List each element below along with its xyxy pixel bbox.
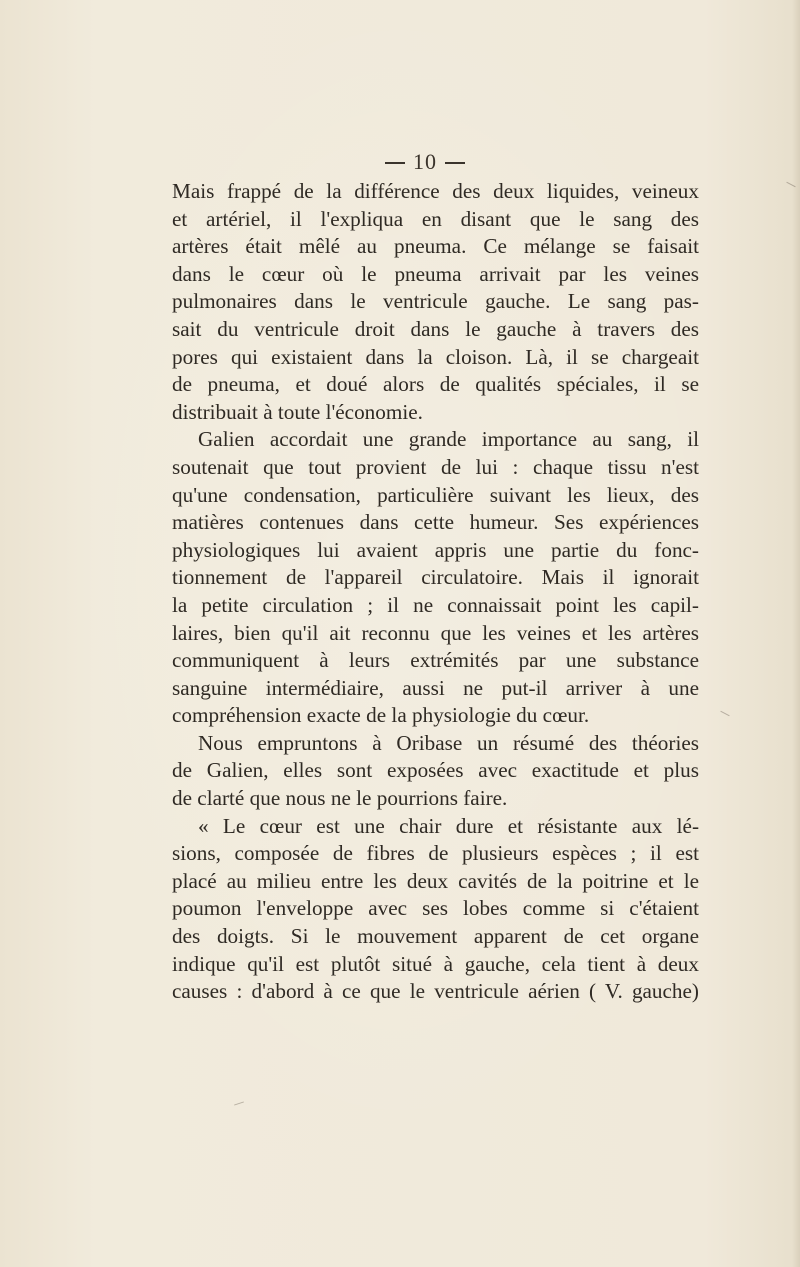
page-edge-shadow (792, 0, 800, 1267)
text-line: pulmonaires dans le ventricule gauche. Le sang pas- (172, 289, 699, 314)
text-line: de pneuma, et doué alors de qualités spéciales, il se (172, 372, 699, 397)
text-line: sanguine intermédiaire, aussi ne put-il arriver à une (172, 675, 699, 700)
text-line: dans le cœur où le pneuma arrivait par les veines (172, 261, 699, 286)
text-line: placé au milieu entre les deux cavités de la poitrine et le (172, 868, 699, 893)
text-line: Nous empruntons à Oribase un résumé des théories (198, 730, 699, 755)
text-line: laires, bien qu'il ait reconnu que les veines et les artères (172, 620, 699, 645)
text-line: causes : d'abord à ce que le ventricule aérien ( V. gauche) (172, 979, 699, 1004)
text-line: sions, composée de fibres de plusieurs espèces ; il est (172, 841, 699, 866)
text-line: distribuait à toute l'économie. (172, 399, 423, 424)
text-line: indique qu'il est plutôt situé à gauche, cela tient à deux (172, 951, 699, 976)
text-line: Galien accordait une grande importance au sang, il (198, 427, 699, 452)
header-dash-right (445, 162, 465, 164)
text-line: physiologiques lui avaient appris une partie du fonc- (172, 537, 699, 562)
text-line: qu'une condensation, particulière suivant les lieux, des (172, 482, 699, 507)
paper-mark (720, 711, 729, 717)
text-line: poumon l'enveloppe avec ses lobes comme si c'étaient (172, 896, 699, 921)
header-dash-left (385, 162, 405, 164)
text-line: des doigts. Si le mouvement apparent de cet organe (172, 924, 699, 949)
text-line: et artériel, il l'expliqua en disant que le sang des (172, 206, 699, 231)
text-line: pores qui existaient dans la cloison. Là, il se chargeait (172, 344, 699, 369)
page-header (0, 149, 800, 175)
text-line: soutenait que tout provient de lui : chaque tissu n'est (172, 454, 699, 479)
text-line: tionnement de l'appareil circulatoire. Mais il ignorait (172, 565, 699, 590)
text-line: sait du ventricule droit dans le gauche à travers des (172, 316, 699, 341)
text-line: la petite circulation ; il ne connaissait point les capil- (172, 592, 699, 617)
paper-mark (234, 1101, 244, 1105)
text-line: compréhension exacte de la physiologie du cœur. (172, 703, 590, 728)
page-number: 10 (413, 149, 437, 174)
text-line: matières contenues dans cette humeur. Ses expériences (172, 510, 699, 535)
text-line: « Le cœur est une chair dure et résistante aux lé- (198, 813, 699, 838)
text-line: de Galien, elles sont exposées avec exactitude et plus (172, 758, 699, 783)
text-line: Mais frappé de la différence des deux liquides, veineux (172, 179, 699, 203)
text-line: artères était mêlé au pneuma. Ce mélange se faisait (172, 234, 699, 259)
text-line: de clarté que nous ne le pourrions faire. (172, 786, 508, 811)
body-text (172, 178, 699, 1006)
text-line: communiquent à leurs extrémités par une substance (172, 648, 699, 673)
